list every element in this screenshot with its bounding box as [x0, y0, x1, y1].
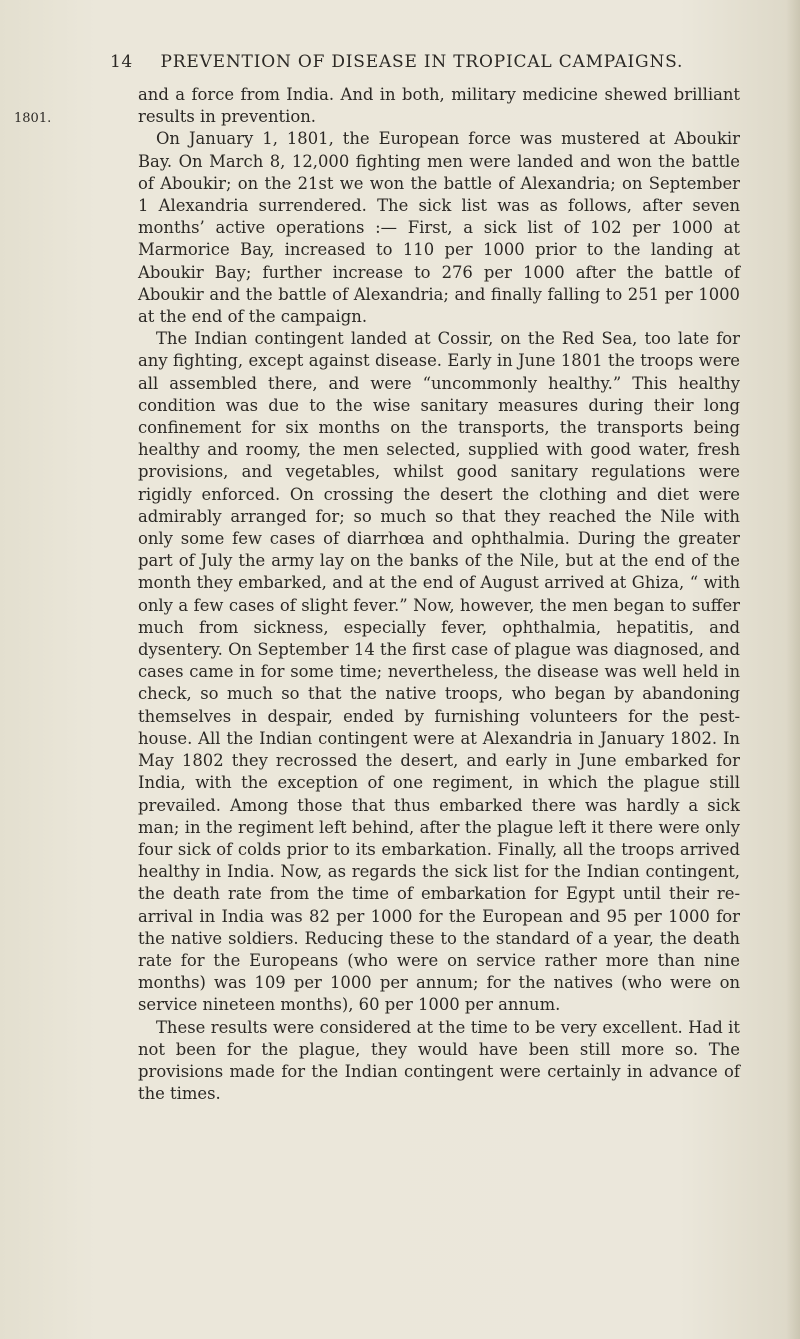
paragraph-continuation: and a force from India. And in both, military medicine shewed brilliant results in prevention. — [138, 85, 740, 127]
running-head: PREVENTION OF DISEASE IN TROPICAL CAMPAIGNS. — [160, 52, 684, 72]
paragraph-conclusion: These results were considered at the time to be very excellent. Had it not been for the plague, they would have been still more so. The provisions made for the Indian contingent were certainly in advance of the times. — [138, 1017, 740, 1104]
page-number: 14 — [110, 52, 133, 72]
page-edge-shadow — [786, 0, 800, 1339]
paragraph-indian-contingent: The Indian contingent landed at Cossir, on the Red Sea, too late for any fighting, except against disease. Early in June 1801 the troops were all assembled there, and were “uncommonly healthy.” This healthy condition was due to the wise sanitary measures during their long confinement for six months on the transports, the transports being healthy and roomy, the men selected, supplied with good water, fresh provisions, and vegetables, whilst good sanitary regulations were rigidly enforced. On crossing the desert the clothing and diet were admirably arranged for; so much so that they reached the Nile with only some few cases of diarrhœa and ophthalmia. During the greater part of July the army lay on the banks of the Nile, but at the end of the month they embarked, and at the end of August arrived at Ghiza, “ with only a few cases of slight fever.” Now, however, the men began to suffer much from sickness, especially fever, ophthalmia, hepatitis, and dysentery. On September 14 the first case of plague was diagnosed, and cases came in for some time; nevertheless, the disease was well held in check, so much so that the native troops, who began by abandoning themselves in despair, ended by furnishing volunteers for the pest-house. All the Indian contingent were at Alexandria in January 1802. In May 1802 they recrossed the desert, and early in June embarked for India, with the exception of one regiment, in which the plague still prevailed. Among those that thus embarked there was hardly a sick man; in the regiment left behind, after the plague left it there were only four sick of colds prior to its embarkation. Finally, all the troops arrived healthy in India. Now, as regards the sick list for the Indian contingent, the death rate from the time of embarkation for Egypt until their re-arrival in India was 82 per 1000 for the European and 95 per 1000 for the native soldiers. Reducing these to the standard of a year, the death rate for the Europeans (who were on service rather more than nine months) was 109 per 1000 per annum; for the natives (who were on service nineteen months), 60 per 1000 per annum. — [138, 329, 740, 1015]
paragraph-european-force: On January 1, 1801, the European force was mustered at Aboukir Bay. On March 8, 12,000 fighting men were landed and won the battle of Aboukir; on the 21st we won the battle of Alexandria; on September 1 Alexandria surrendered. The sick list was as follows, after seven months’ active operations :— First, a sick list of 102 per 1000 at Marmorice Bay, increased to 110 per 1000 prior to the landing at Aboukir Bay; further increase to 276 per 1000 after the battle of Aboukir and the battle of Alexandria; and finally falling to 251 per 1000 at the end of the campaign. — [138, 129, 740, 327]
page-header — [110, 52, 750, 72]
body-text — [138, 84, 740, 1105]
margin-note-year: 1801. — [14, 111, 52, 126]
